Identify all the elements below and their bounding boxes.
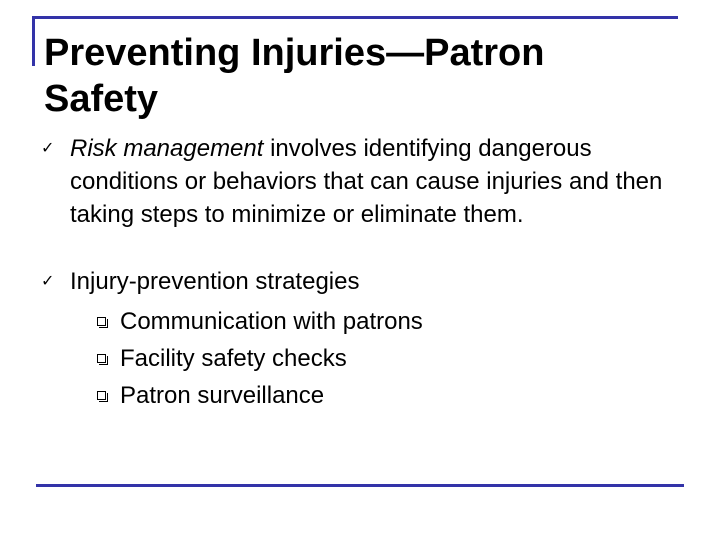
bottom-rule [36, 484, 684, 487]
top-rule [32, 16, 678, 19]
square-bullet-icon [97, 317, 106, 326]
bullet-text [70, 132, 670, 231]
square-bullet-icon [97, 354, 106, 363]
left-rule [32, 16, 35, 66]
strategy-list [97, 305, 657, 416]
bullet-text: Injury-prevention strategies [70, 268, 360, 295]
list-item-text: Patron surveillance [120, 382, 325, 409]
list-item [97, 379, 657, 416]
list-item-text: Facility safety checks [120, 345, 347, 372]
square-bullet-icon [97, 391, 106, 400]
slide-title: Preventing Injuries—Patron Safety [44, 32, 545, 120]
list-item [97, 305, 657, 342]
checkmark-icon: ✓ [41, 138, 55, 157]
list-item-text: Communication with patrons [120, 308, 423, 335]
checkmark-icon: ✓ [41, 271, 55, 290]
list-item [97, 342, 657, 379]
bullet-body: involves identifying dangerous conditions or behaviors that can cause injuries and then taking steps to minimize or eliminate them. [70, 135, 663, 228]
bullet-emphasis: Risk management [70, 135, 264, 162]
